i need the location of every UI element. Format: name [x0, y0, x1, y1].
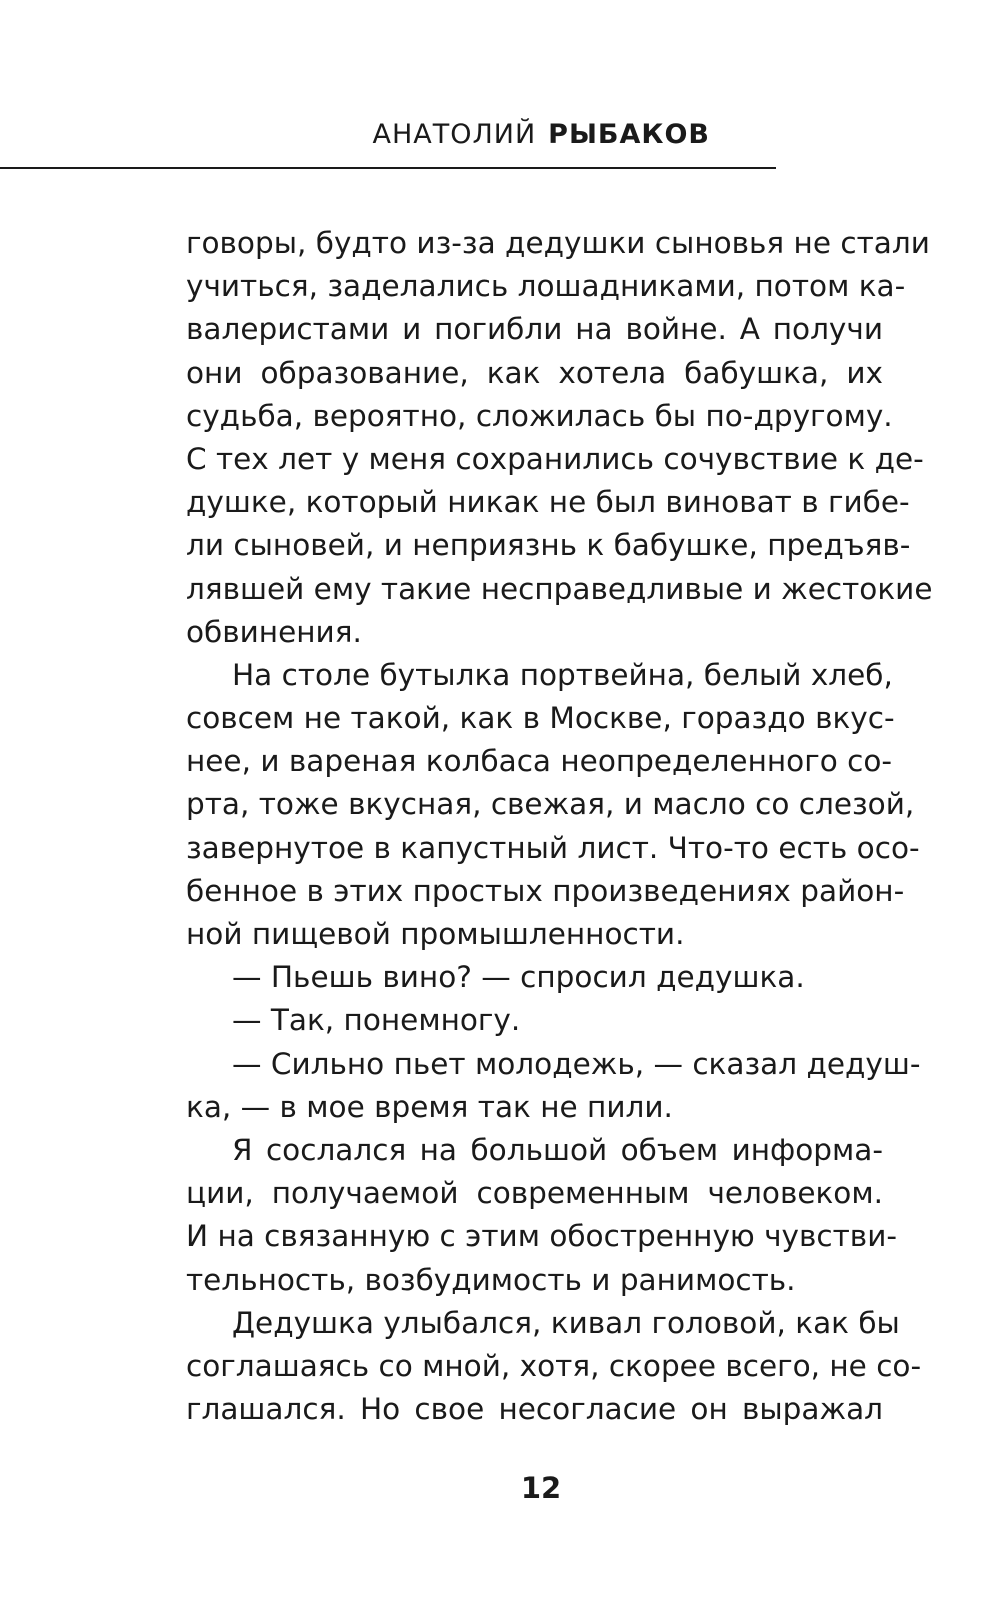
text-line: бенное в этих простых произведениях район- [186, 873, 905, 908]
header-rule [0, 167, 776, 169]
text-line: совсем не такой, как в Москве, гораздо вкус- [186, 701, 895, 736]
text-line: лявшей ему такие несправедливые и жестокие [186, 571, 933, 606]
page-number: 12 [520, 1471, 562, 1505]
running-head [0, 118, 710, 152]
body-text [186, 222, 933, 1431]
text-line: — Пьешь вино? — спросил дедушка. [232, 960, 805, 995]
author-last-name: РЫБАКОВ [548, 119, 710, 150]
text-line: ли сыновей, и неприязнь к бабушке, предъяв- [186, 528, 911, 563]
text-line: С тех лет у меня сохранились сочувствие к де- [186, 441, 924, 476]
text-line: судьба, вероятно, сложилась бы по-другому. [186, 398, 893, 433]
text-line: соглашаясь со мной, хотя, скорее всего, не со- [186, 1348, 922, 1383]
text-line: ка, — в мое время так не пили. [186, 1089, 673, 1124]
text-line: они образование, как хотела бабушка, их [186, 355, 883, 390]
text-line: рта, тоже вкусная, свежая, и масло со слезой, [186, 787, 915, 822]
text-line: учиться, заделались лошадниками, потом ка- [186, 269, 906, 304]
text-line: нее, и вареная колбаса неопределенного со- [186, 744, 893, 779]
text-line: Я сослался на большой объем информа- [232, 1132, 883, 1167]
text-line: завернутое в капустный лист. Что-то есть осо- [186, 830, 920, 865]
text-line: валеристами и погибли на войне. А получи [186, 312, 883, 347]
text-line: душке, который никак не был виноват в гибе- [186, 485, 910, 520]
text-line: говоры, будто из-за дедушки сыновья не стали [186, 226, 930, 260]
text-line: И на связанную с этим обостренную чувстви- [186, 1219, 898, 1254]
text-line: На столе бутылка портвейна, белый хлеб, [232, 657, 893, 692]
text-line: глашался. Но свое несогласие он выражал [186, 1392, 883, 1427]
text-line: — Сильно пьет молодежь, — сказал дедуш- [232, 1046, 921, 1081]
text-line: Дедушка улыбался, кивал головой, как бы [232, 1305, 900, 1340]
text-line: ции, получаемой современным человеком. [186, 1176, 883, 1211]
text-line: обвинения. [186, 614, 362, 649]
text-line: тельность, возбудимость и ранимость. [186, 1262, 796, 1297]
text-line: — Так, понемногу. [232, 1003, 521, 1038]
author-first-name: АНАТОЛИЙ [372, 119, 537, 150]
text-line: ной пищевой промышленности. [186, 917, 685, 951]
